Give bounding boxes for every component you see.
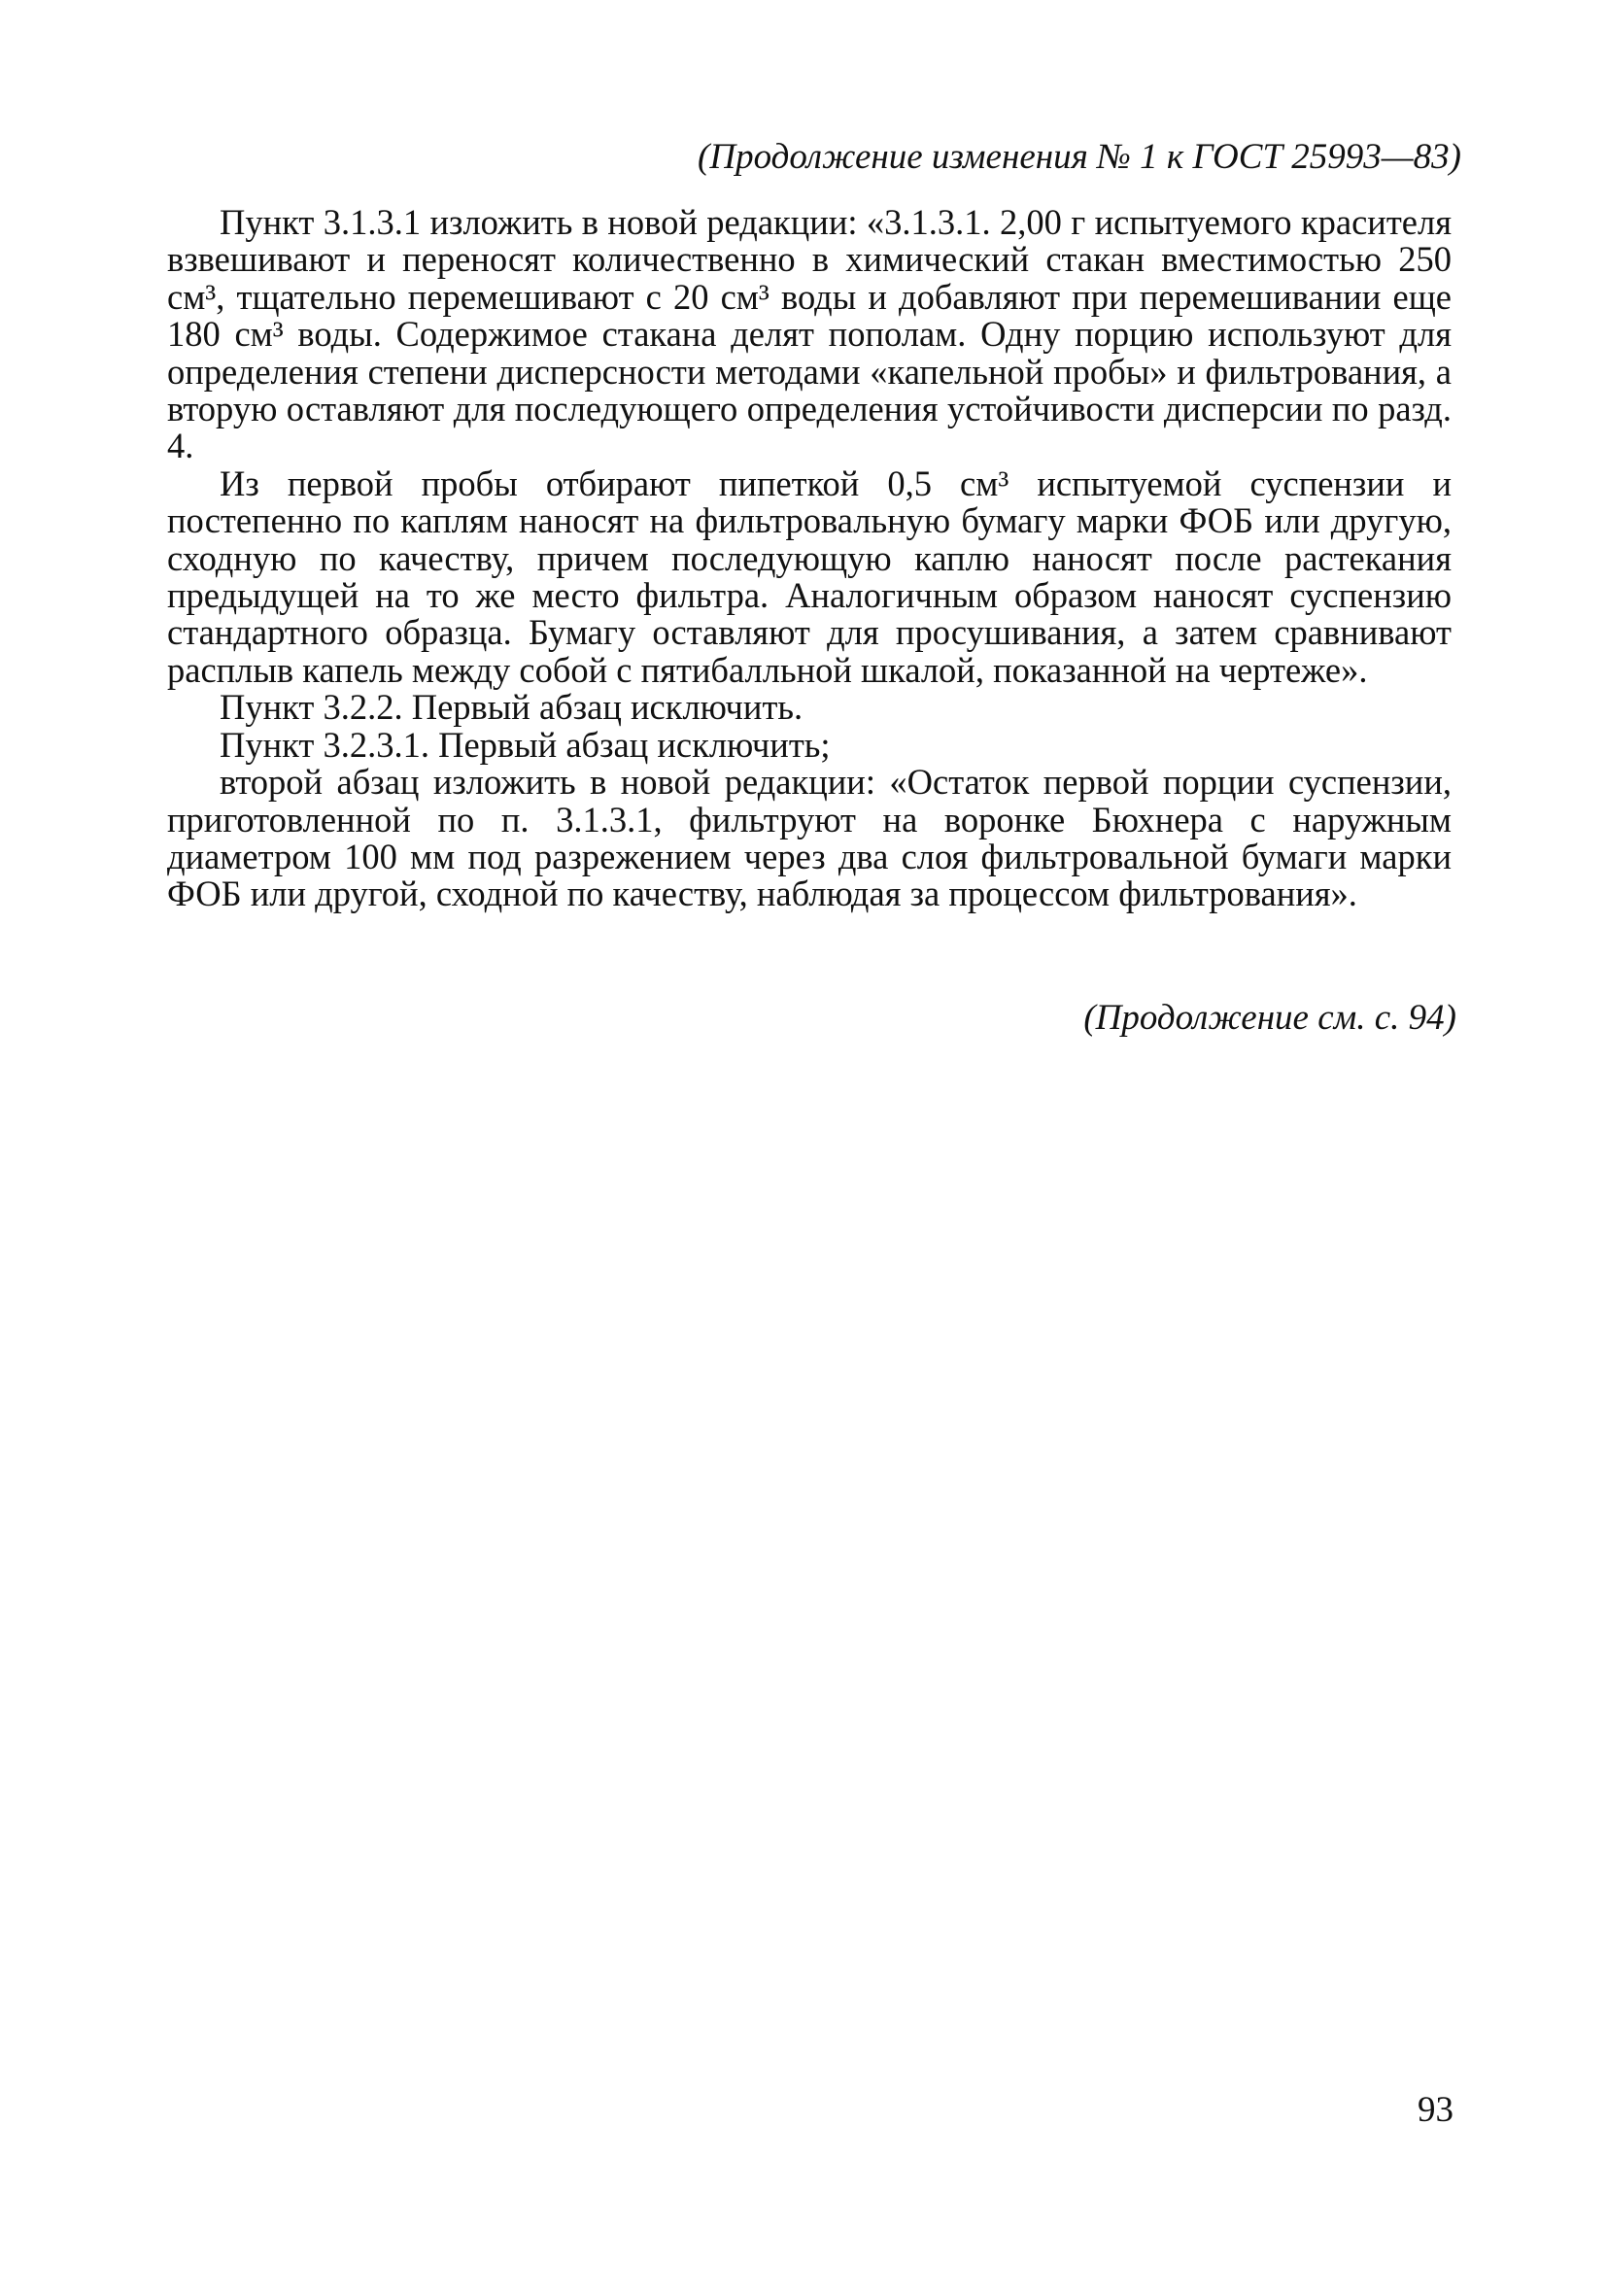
- paragraph-clause-3-2-3-1: Пункт 3.2.3.1. Первый абзац исключить;: [220, 724, 831, 765]
- paragraph-clause-3-2-2: Пункт 3.2.2. Первый абзац исключить.: [220, 687, 804, 728]
- paragraph-drop-test: Из первой пробы отбирают пипеткой 0,5 см³ испытуемой суспензии и постепенно по каплям наносят на фильтровальную бумагу марки ФОБ или другую, сходную по качеству, причем последующую каплю наносят после растекания предыдущей на то же место фильтра. Аналогичным образом наносят суспензию стандартного образца. Бумагу оставляют для просушивания, а затем сравнивают расплыв капель между собой с пятибалльной шкалой, показанной на чертеже».: [167, 463, 1452, 690]
- paragraph-clause-3-1-3-1: Пункт 3.1.3.1 изложить в новой редакции: «3.1.3.1. 2,00 г испытуемого красителя взвешивают и переносят количественно в химический стакан вместимостью 250 см³, тщательно перемешивают с 20 см³ воды и добавляют при перемешивании еще 180 см³ воды. Содержимое стакана делят пополам. Одну порцию используют для определения степени дисперсности методами «капельной пробы» и фильтрования, а вторую оставляют для последующего определения устойчивости дисперсии по разд. 4.: [167, 202, 1452, 466]
- page-number: 93: [1418, 2090, 1453, 2130]
- document-body: [167, 204, 1452, 913]
- continuation-header: (Продолжение изменения № 1 к ГОСТ 25993—83): [698, 137, 1461, 177]
- paragraph-second-abzac: второй абзац изложить в новой редакции: «Остаток первой порции суспензии, приготовленной по п. 3.1.3.1, фильтруют на воронке Бюхнера с наружным диаметром 100 мм под разрежением через два слоя фильтровальной бумаги марки ФОБ или другой, сходной по качеству, наблюдая за процессом фильтрования».: [167, 762, 1452, 914]
- continuation-footer: (Продолжение см. с. 94): [1083, 998, 1456, 1038]
